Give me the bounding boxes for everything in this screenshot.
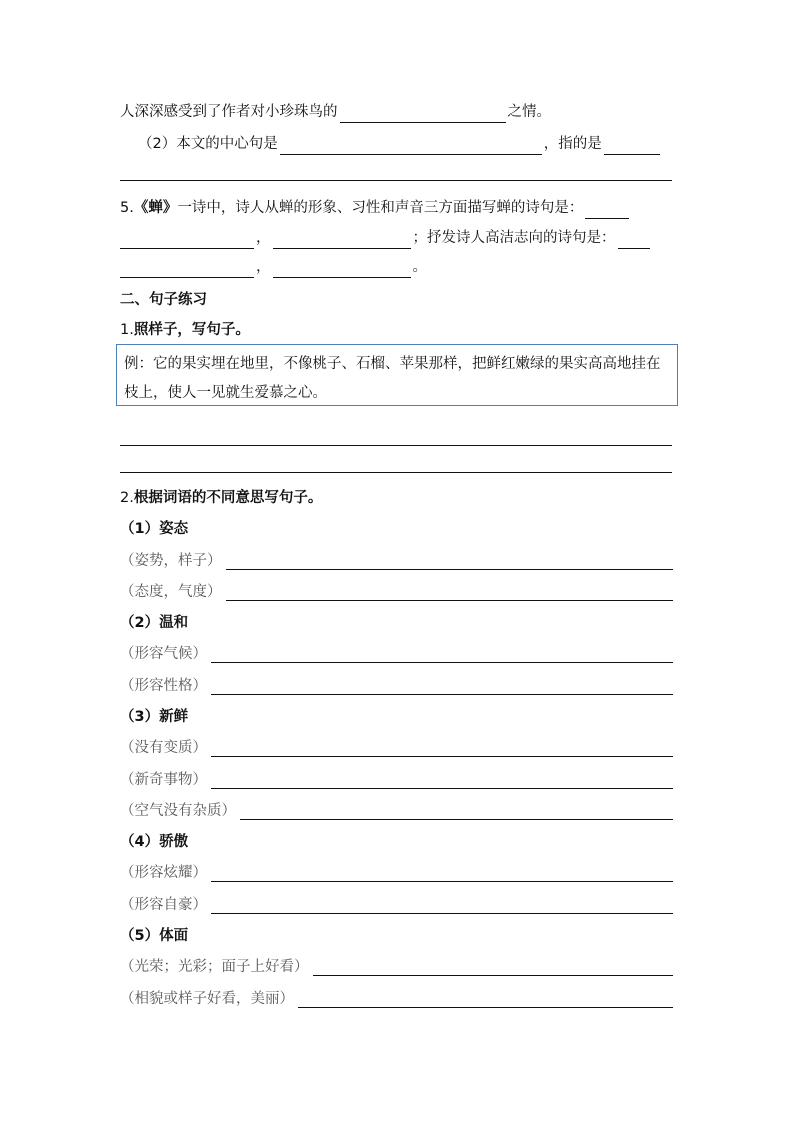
meaning-label: （形容炫耀）	[120, 865, 207, 881]
answer-rule[interactable]	[120, 472, 672, 473]
q1-instruction: 照样子，写句子。	[133, 322, 250, 338]
q5-text: ；抒发诗人高洁志向的诗句是：	[412, 230, 616, 246]
q5-line-1	[120, 197, 673, 219]
q2-number: 2.	[120, 490, 134, 506]
meaning-label: （态度，气度）	[120, 584, 222, 600]
answer-blank[interactable]	[273, 233, 411, 249]
answer-blank[interactable]	[313, 960, 674, 976]
answer-blank[interactable]	[340, 107, 506, 123]
word-label: （3）新鲜	[120, 709, 189, 725]
example-sentence: 例：它的果实埋在地里，不像桃子、石榴、苹果那样，把鲜红嫩绿的果实高高地挂在枝上，使人一见就生爱慕之心。	[124, 356, 661, 401]
meaning-label: （形容性格）	[120, 678, 207, 694]
meaning-row	[120, 860, 673, 882]
answer-blank[interactable]	[211, 647, 673, 663]
q2-instruction: 根据词语的不同意思写句子。	[133, 490, 323, 506]
q5-text: 一诗中，诗人从蝉的形象、习性和声音三方面描写蝉的诗句是：	[177, 200, 584, 216]
q4-sub2-text: ，指的是	[543, 136, 602, 152]
answer-rule[interactable]	[120, 180, 672, 181]
meaning-row	[120, 548, 673, 570]
answer-blank[interactable]	[211, 898, 673, 914]
meaning-row	[120, 579, 673, 601]
meaning-row	[120, 673, 673, 695]
answer-blank[interactable]	[226, 554, 674, 570]
answer-blank[interactable]	[585, 203, 629, 219]
q5-comma: ，	[256, 230, 271, 246]
answer-blank[interactable]	[298, 992, 673, 1008]
meaning-row	[120, 641, 673, 663]
answer-blank[interactable]	[273, 262, 411, 278]
answer-blank[interactable]	[618, 233, 650, 249]
answer-blank[interactable]	[211, 866, 673, 882]
answer-blank[interactable]	[604, 139, 660, 155]
meaning-row	[120, 954, 673, 976]
word-label: （5）体面	[120, 928, 189, 944]
meaning-row	[120, 798, 673, 820]
section-heading: 二、句子练习	[120, 292, 207, 308]
word-label: （2）温和	[120, 615, 189, 631]
q5-line-2	[120, 227, 673, 249]
word-label: （4）骄傲	[120, 834, 189, 850]
q1-number: 1.	[120, 322, 134, 338]
meaning-label: （姿势，样子）	[120, 553, 222, 569]
word-label: （1）姿态	[120, 521, 189, 537]
meaning-row	[120, 986, 673, 1008]
q5-poem-title: 《蝉》	[133, 200, 178, 216]
answer-blank[interactable]	[211, 679, 673, 695]
q1-heading	[120, 319, 673, 341]
answer-blank[interactable]	[120, 233, 254, 249]
meaning-label: （形容气候）	[120, 646, 207, 662]
meaning-row	[120, 892, 673, 914]
example-box	[116, 344, 678, 406]
answer-blank[interactable]	[226, 585, 674, 601]
meaning-label: （空气没有杂质）	[120, 803, 236, 819]
q4-line-2	[138, 133, 673, 155]
q5-number: 5.	[120, 200, 134, 216]
answer-blank[interactable]	[280, 139, 542, 155]
answer-rule[interactable]	[120, 445, 672, 446]
meaning-label: （没有变质）	[120, 740, 207, 756]
meaning-label: （形容自豪）	[120, 897, 207, 913]
q4-line-1	[120, 101, 673, 123]
q5-line-3	[120, 256, 673, 278]
q4-text: 之情。	[507, 104, 551, 120]
meaning-label: （相貌或样子好看，美丽）	[120, 991, 294, 1007]
q4-text: 人深深感受到了作者对小珍珠鸟的	[120, 104, 338, 120]
answer-blank[interactable]	[211, 773, 673, 789]
meaning-label: （光荣；光彩；面子上好看）	[120, 959, 309, 975]
meaning-row	[120, 767, 673, 789]
meaning-label: （新奇事物）	[120, 772, 207, 788]
q5-comma: ，	[256, 259, 271, 275]
answer-blank[interactable]	[240, 804, 673, 820]
answer-blank[interactable]	[120, 262, 254, 278]
q2-heading	[120, 487, 673, 509]
meaning-row	[120, 735, 673, 757]
q5-period: 。	[412, 259, 427, 275]
q4-sub2-text: （2）本文的中心句是	[138, 136, 278, 152]
answer-blank[interactable]	[211, 741, 673, 757]
